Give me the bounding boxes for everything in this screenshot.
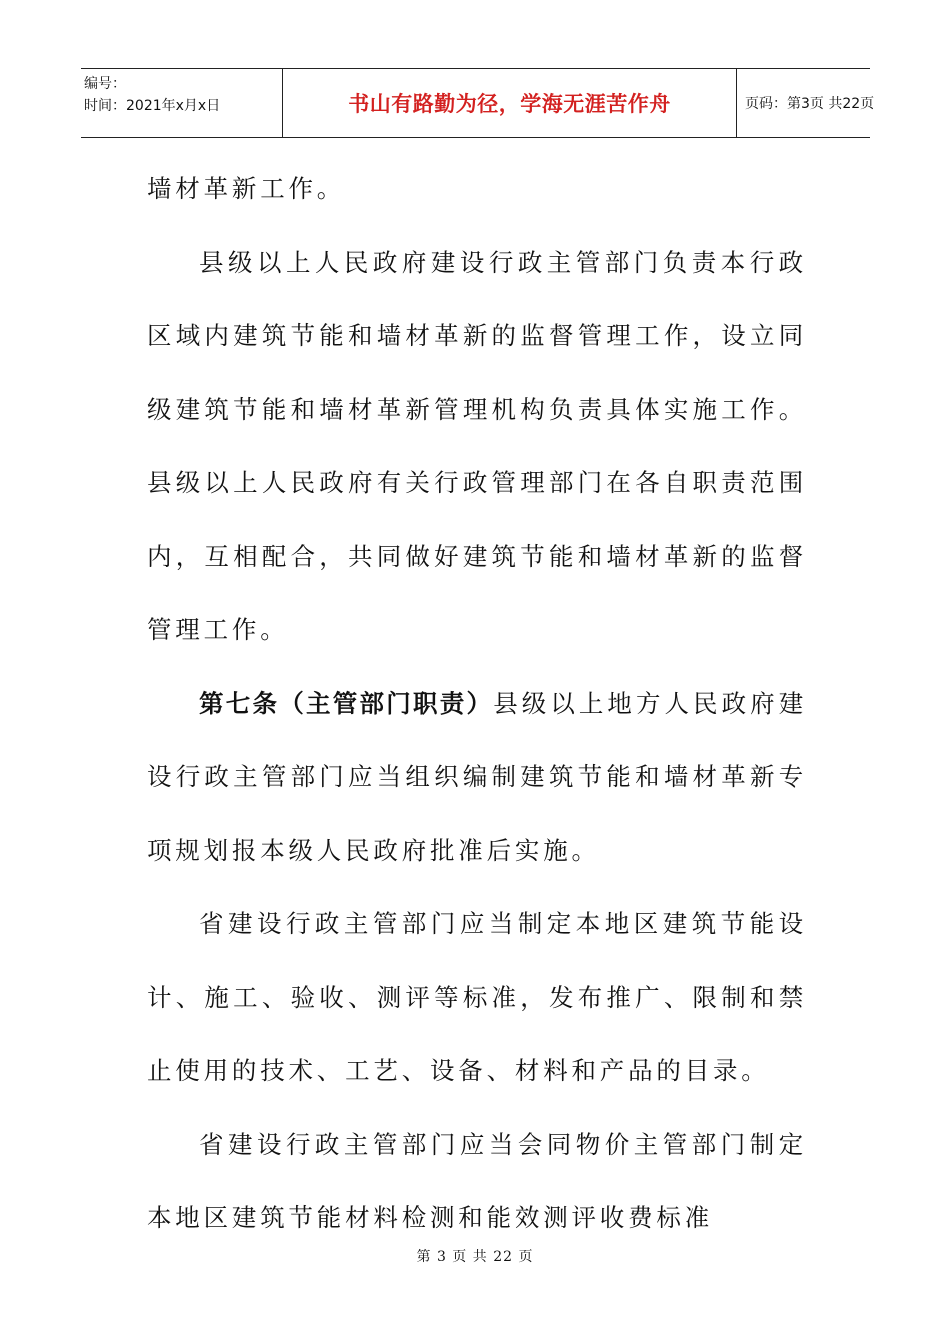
document-number-label: 编号： [84, 76, 126, 92]
paragraph-fees [147, 1108, 807, 1255]
header-page-info-cell [737, 69, 875, 137]
document-time-label: 时间：2021年x月x日 [84, 98, 221, 114]
header-page-info: 页码：第3页 共22页 [745, 96, 875, 112]
document-body [147, 152, 807, 1255]
page-header [81, 68, 875, 138]
paragraph-text: 县级以上人民政府建设行政主管部门负责本行政区域内建筑节能和墙材革新的监督管理工作，设立同级建筑节能和墙材革新管理机构负责具体实施工作。县级以上人民政府有关行政管理部门在各自职责范围内，互相配合，共同做好建筑节能和墙材革新的监督管理工作。 [147, 247, 807, 644]
paragraph-continuation [147, 152, 807, 226]
paragraph-text: 墙材革新工作。 [147, 174, 346, 203]
header-meta-cell [81, 69, 282, 137]
paragraph-text: 县级以上地方人民政府建设行政主管部门应当组织编制建筑节能和墙材革新专项规划报本级人民政府批准后实施。 [147, 688, 807, 865]
paragraph-article-7 [147, 667, 807, 888]
header-motto-cell [282, 69, 737, 137]
article-heading: 第七条（主管部门职责） [199, 688, 494, 718]
page-footer: 第 3 页 共 22 页 [416, 1249, 534, 1265]
header-motto: 书山有路勤为径，学海无涯苦作舟 [348, 92, 671, 116]
paragraph-text: 省建设行政主管部门应当制定本地区建筑节能设计、施工、验收、测评等标准，发布推广、限制和禁止使用的技术、工艺、设备、材料和产品的目录。 [147, 909, 807, 1085]
paragraph-standards [147, 887, 807, 1108]
paragraph-supervision [147, 226, 807, 667]
paragraph-text: 省建设行政主管部门应当会同物价主管部门制定本地区建筑节能材料检测和能效测评收费标准 [147, 1129, 807, 1232]
